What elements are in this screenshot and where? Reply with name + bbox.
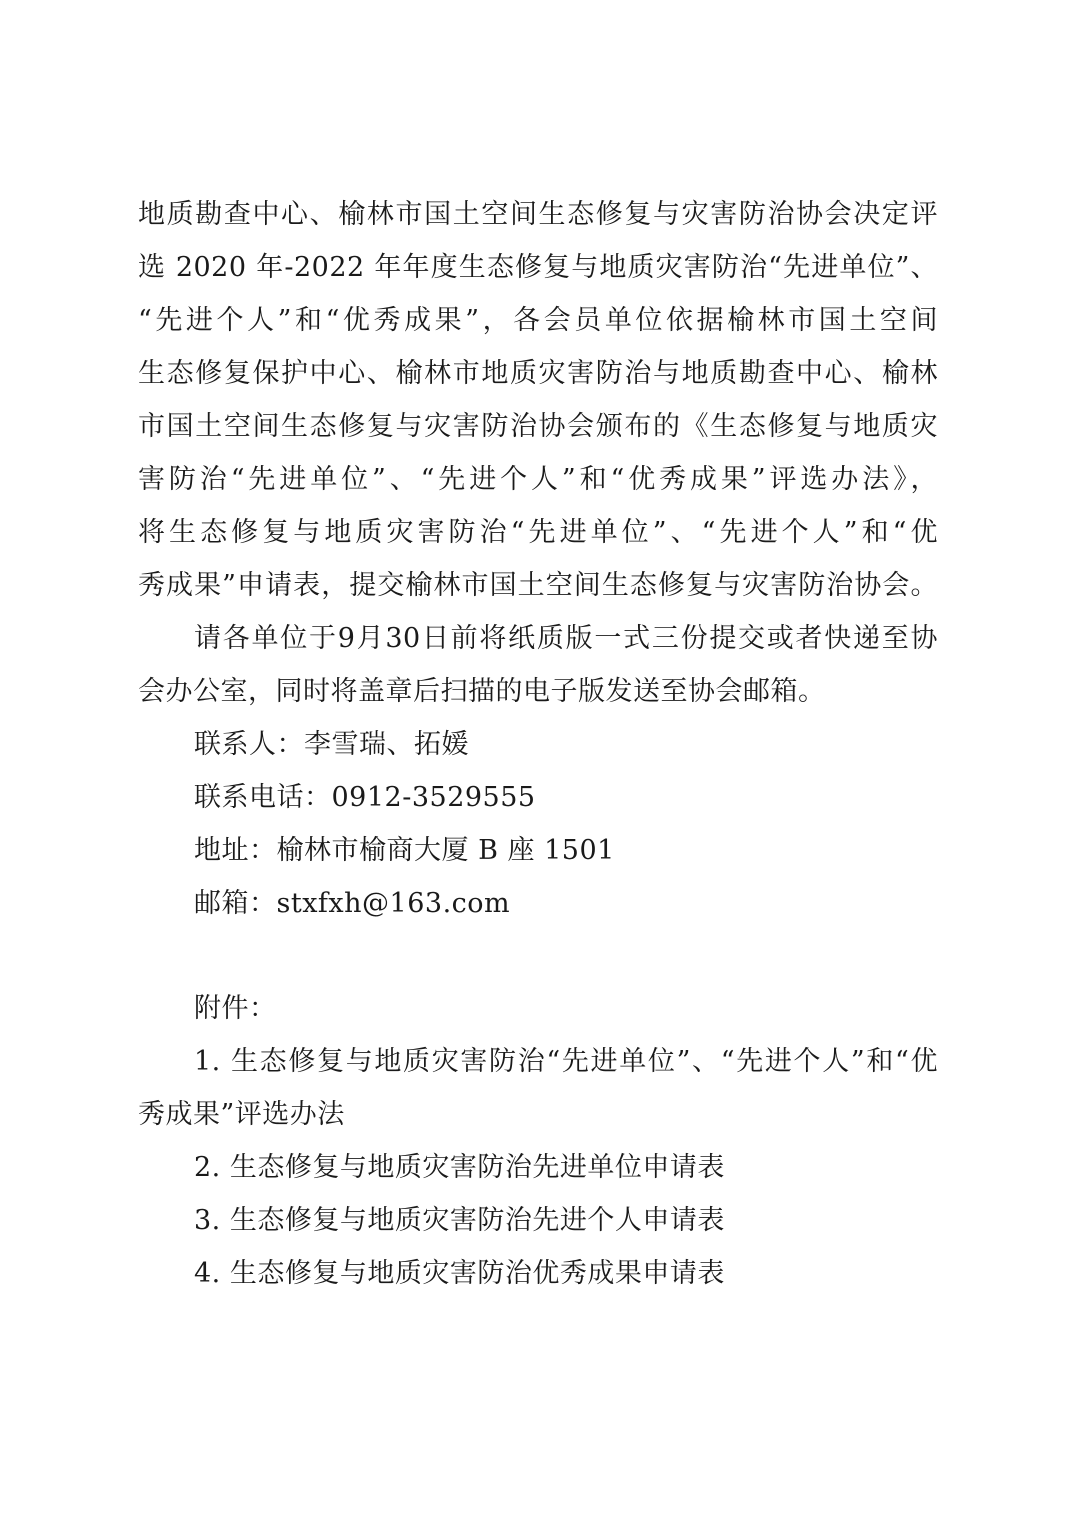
body-line: 生态修复保护中心、榆林市地质灾害防治与地质勘查中心、榆林 xyxy=(138,358,938,389)
contact-address: 地址：榆林市榆商大厦 B 座 1501 xyxy=(194,835,615,866)
contact-phone: 联系电话：0912-3529555 xyxy=(194,782,536,813)
contact-person: 联系人：李雪瑞、拓媛 xyxy=(194,729,469,760)
contact-email: 邮箱：stxfxh@163.com xyxy=(194,888,511,919)
submission-line: 请各单位于9月30日前将纸质版一式三份提交或者快递至协 xyxy=(194,623,938,654)
attachment-item-2: 2. 生态修复与地质灾害防治先进单位申请表 xyxy=(194,1152,725,1183)
body-line: 害防治“先进单位”、“先进个人”和“优秀成果”评选办法》， xyxy=(138,464,938,495)
attachments-heading: 附件： xyxy=(194,993,277,1024)
body-line: 地质勘查中心、榆林市国土空间生态修复与灾害防治协会决定评 xyxy=(138,199,938,230)
attachment-item-4: 4. 生态修复与地质灾害防治优秀成果申请表 xyxy=(194,1258,725,1289)
body-line: “先进个人”和“优秀成果”，各会员单位依据榆林市国土空间 xyxy=(138,305,938,336)
document-body xyxy=(138,188,938,1300)
body-line: 选 2020 年-2022 年年度生态修复与地质灾害防治“先进单位”、 xyxy=(138,252,938,283)
submission-line: 会办公室，同时将盖章后扫描的电子版发送至协会邮箱。 xyxy=(138,676,826,707)
body-line: 市国土空间生态修复与灾害防治协会颁布的《生态修复与地质灾 xyxy=(138,411,938,442)
attachment-item-1-continued: 秀成果”评选办法 xyxy=(138,1099,345,1130)
attachment-item-1: 1. 生态修复与地质灾害防治“先进单位”、“先进个人”和“优 xyxy=(194,1046,938,1077)
body-line: 秀成果”申请表，提交榆林市国土空间生态修复与灾害防治协会。 xyxy=(138,570,938,601)
body-line: 将生态修复与地质灾害防治“先进单位”、“先进个人”和“优 xyxy=(138,517,938,548)
attachment-item-3: 3. 生态修复与地质灾害防治先进个人申请表 xyxy=(194,1205,725,1236)
blank-spacer xyxy=(138,930,938,982)
